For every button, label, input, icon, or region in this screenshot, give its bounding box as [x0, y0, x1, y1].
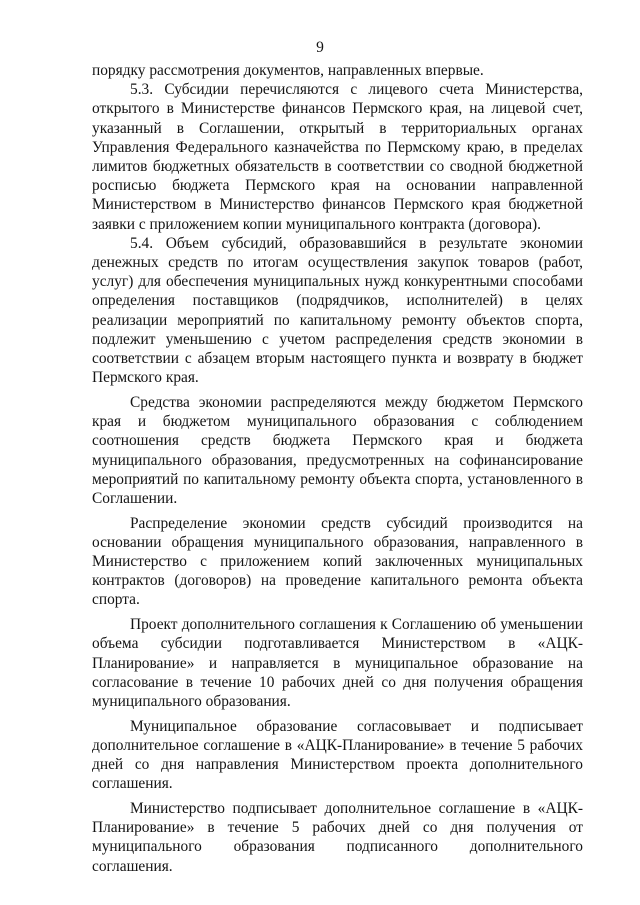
paragraph-municipal-approval: Муниципальное образование согласовывает и подписывает дополнительное соглашение в «АЦК-Планирование» в течение 5 рабочих дней со дня направления Министерством проекта дополнительного соглашения.: [92, 717, 583, 793]
document-body: [92, 61, 583, 876]
paragraph-draft-agreement: Проект дополнительного соглашения к Соглашению об уменьшении объема субсидии подготавливается Министерством в «АЦК-Планирование» и направляется в муниципальное образование на согласование в течение 10 рабочих дней со дня получения обращения муниципального образования.: [92, 616, 583, 710]
paragraph-ministry-signing: Министерство подписывает дополнительное соглашение в «АЦК-Планирование» в течение 5 рабочих дней со дня получения от муниципального образования подписанного дополнительного соглашения.: [92, 800, 583, 875]
page-number: 9: [316, 39, 324, 56]
paragraph-5-3: 5.3. Субсидии перечисляются с лицевого счета Министерства, открытого в Министерстве финансов Пермского края, на лицевой счет, указанный в Соглашении, открытый в территориальных органах Управления Федерального казначейства по Пермскому краю, в пределах лимитов бюджетных обязательств в соответствии со сводной бюджетной росписью бюджета Пермского края на основании направленной Министерством в Министерство финансов Пермского края бюджетной заявки с приложением копии муниципального контракта (договора).: [92, 81, 583, 233]
paragraph-5-4: 5.4. Объем субсидий, образовавшийся в результате экономии денежных средств по итогам осуществления закупок товаров (работ, услуг) для обеспечения муниципальных нужд конкурентными способами определения поставщиков (подрядчиков, исполнителей) в целях реализации мероприятий по капитальному ремонту объектов спорта, подлежит уменьшению с учетом распределения средств экономии в соответствии с абзацем вторым настоящего пункта и возврату в бюджет Пермского края.: [92, 234, 583, 387]
paragraph-distribution-basis: Распределение экономии средств субсидий производится на основании обращения муниципального образования, направленного в Министерство с приложением копий заключенных муниципальных контрактов (договоров) на проведение капитального ремонта объекта спорта.: [92, 514, 583, 609]
paragraph-savings-distribution: Средства экономии распределяются между бюджетом Пермского края и бюджетом муниципального образования с соблюдением соотношения средств бюджета Пермского края и бюджета муниципального образования, предусмотренных на софинансирование мероприятий по капитальному ремонту объекта спорта, установленного в Соглашении.: [92, 393, 583, 507]
paragraph-continuation: порядку рассмотрения документов, направленных впервые.: [92, 62, 484, 79]
